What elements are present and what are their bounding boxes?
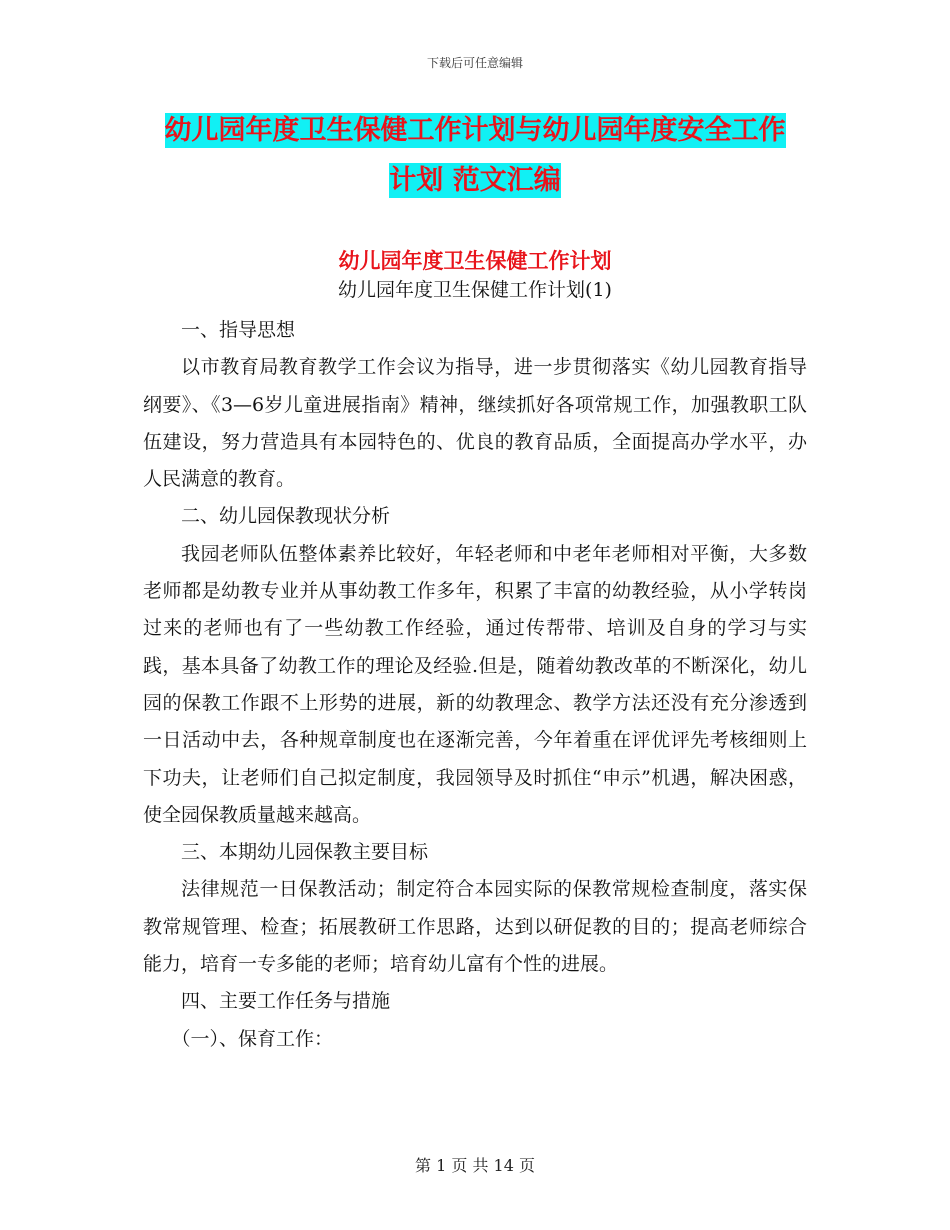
paragraph: 以市教育局教育教学工作会议为指导，进一步贯彻落实《幼儿园教育指导纲要》、《3—6岁儿童进展指南》精神，继续抓好各项常规工作，加强教职工队伍建设，努力营造具有本园特色的、优良的教育品质，全面提高办学水平，办人民满意的教育。 (143, 356, 807, 491)
paragraph-heading: 一、指导思想 (181, 319, 296, 341)
paragraph-subheading: （一）、保育工作： (171, 1027, 334, 1050)
paragraph: 我园老师队伍整体素养比较好，年轻老师和中老年老师相对平衡，大多数老师都是幼教专业并从事幼教工作多年，积累了丰富的幼教经验，从小学转岗过来的老师也有了一些幼教工作经验，通过传帮带、培训及自身的学习与实践，基本具备了幼教工作的理论及经验.但是，随着幼教改革的不断深化，幼儿园的保教工作跟不上形势的进展，新的幼教理念、教学方法还没有充分渗透到一日活动中去，各种规章制度也在逐渐完善，今年着重在评优评先考核细则上下功夫，让老师们自己拟定制度，我园领导及时抓住“申示”机遇，解决困惑，使全园保教质量越来越高。 (143, 542, 807, 826)
document-title (0, 106, 950, 206)
paragraph-heading: 四、主要工作任务与措施 (181, 990, 391, 1013)
title-line-2: 计划 范文汇编 (389, 165, 561, 196)
section-title: 幼儿园年度卫生保健工作计划 (338, 249, 612, 273)
section-subtitle: 幼儿园年度卫生保健工作计划(1) (338, 279, 612, 301)
paragraph-heading: 二、幼儿园保教现状分析 (181, 505, 391, 528)
header-note: 下载后可任意编辑 (426, 56, 523, 70)
paragraph: 法律规范一日保教活动；制定符合本园实际的保教常规检查制度，落实保教常规管理、检查；拓展教研工作思路，达到以研促教的目的；提高老师综合能力，培育一专多能的老师；培育幼儿富有个性的进展。 (143, 878, 807, 976)
page-footer: 第 1 页 共 14 页 (415, 1156, 535, 1175)
document-body (143, 312, 807, 1058)
paragraph-heading: 三、本期幼儿园保教主要目标 (181, 841, 429, 864)
title-line-1: 幼儿园年度卫生保健工作计划与幼儿园年度安全工作 (164, 115, 786, 146)
